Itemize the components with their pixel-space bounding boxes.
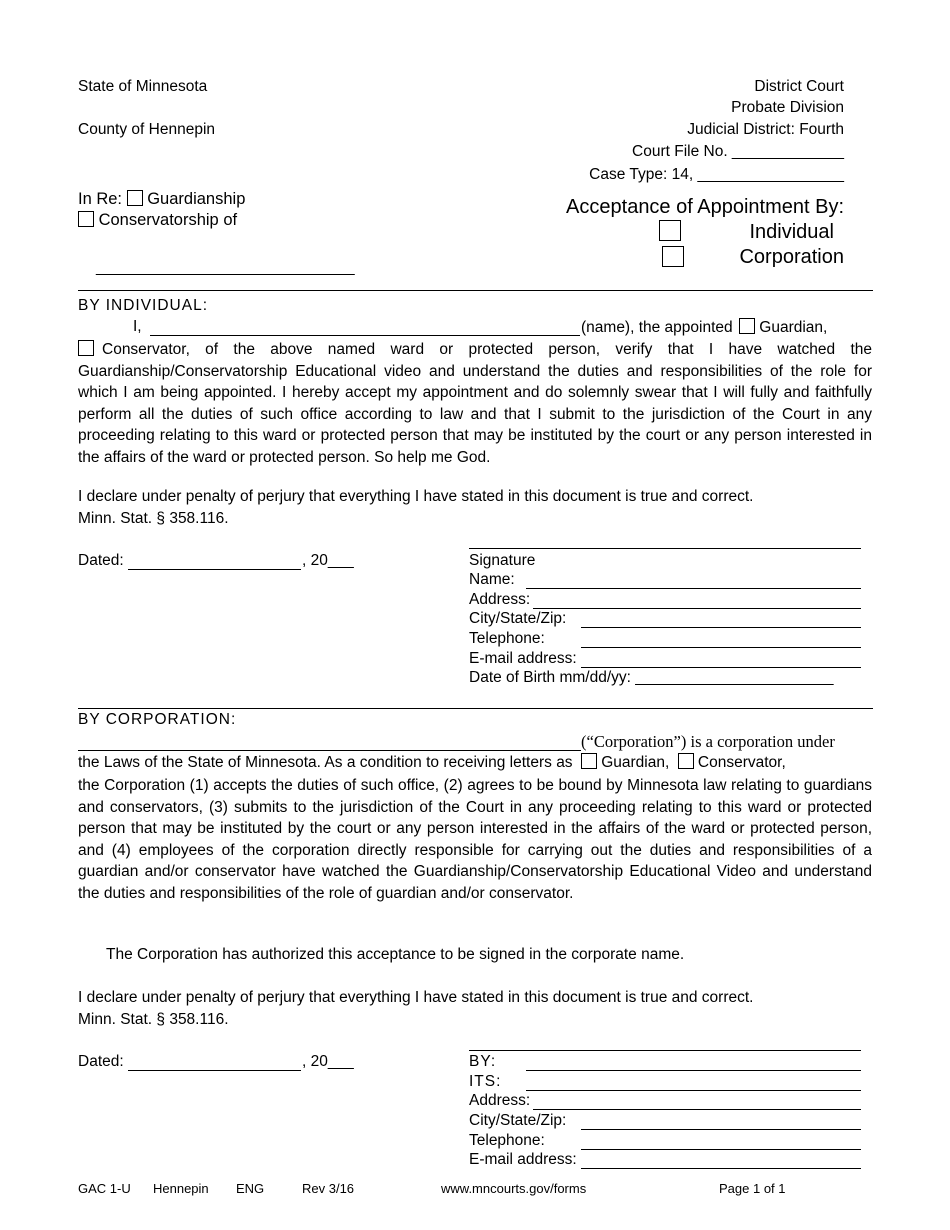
individual-dob-label	[469, 669, 834, 688]
individual-conservator-checkbox[interactable]	[78, 340, 94, 356]
individual-city-line[interactable]	[581, 627, 861, 628]
conservatorship-line	[78, 211, 237, 231]
corporation-checkbox[interactable]	[662, 246, 684, 270]
footer-lang: ENG	[236, 1181, 265, 1196]
individual-name-tail	[581, 318, 827, 338]
conservatorship-checkbox[interactable]	[78, 211, 94, 227]
court-file-no: Court File No. _____________	[632, 143, 844, 160]
conservatorship-label: Conservatorship of	[98, 211, 238, 229]
corporation-conservator-label: Conservator,	[697, 754, 786, 771]
case-type: Case Type: 14, _________________	[589, 166, 844, 183]
corporation-tail: (“Corporation”) is a corporation under	[581, 732, 835, 751]
name-tail-text: (name), the appointed	[581, 319, 733, 336]
corporation-conservator-checkbox[interactable]	[678, 753, 694, 769]
corporation-city-line[interactable]	[581, 1129, 861, 1130]
individual-telephone-label: Telephone:	[469, 630, 545, 647]
individual-oath-text: Conservator, of the above named ward or protected person, verify that I have watched the Guardianship/Conservatorship Educational video and understand the duties and responsibilities of the role for which I am being appointed. I hereby accept my appointment and do solemnly swear that I will fully and faithfully perform all the duties of such office according to law and that I submit to the jurisdiction of the Court in any proceeding relating to this ward or protected person that may be instituted by the court or any person interested in the affairs of the ward or protected person. So help me God.	[78, 341, 872, 466]
corporation-telephone-line[interactable]	[581, 1149, 861, 1150]
corporation-heading: BY CORPORATION:	[78, 711, 237, 728]
individual-statute: Minn. Stat. § 358.116.	[78, 510, 229, 527]
individual-signature-line[interactable]	[469, 548, 861, 549]
footer-url[interactable]: www.mncourts.gov/forms	[441, 1181, 587, 1196]
individual-i: I,	[133, 318, 142, 335]
dob-text: Date of Birth mm/dd/yy:	[469, 669, 631, 686]
corporation-body: the Corporation (1) accepts the duties of such office, (2) agrees to be bound by Minnesota law relating to guardians and conservators, (3) submits to the jurisdiction of the Court in any proceeding relating to this ward or protected person that may be instituted by the court or any person interested in the affairs of the ward or protected person, and (4) employees of the corporation directly responsible for carrying out the duties and responsibilities of a guardian and/or conservator have watched the Guardianship/Conservatorship Educational Video and understand the duties and responsibilities of the role of guardian and/or conservator.	[78, 777, 872, 902]
corporation-address-label: Address:	[469, 1092, 531, 1109]
footer-page: Page 1 of 1	[719, 1181, 786, 1196]
individual-declare: I declare under penalty of perjury that everything I have stated in this document is true and correct.	[78, 488, 754, 505]
corporation-city-label: City/State/Zip:	[469, 1112, 567, 1129]
divider-individual	[78, 290, 873, 291]
individual-email-label: E-mail address:	[469, 650, 577, 667]
in-re-line	[78, 190, 245, 210]
corporation-its-label: ITS:	[469, 1073, 502, 1090]
corporation-email-label: E-mail address:	[469, 1151, 577, 1168]
individual-heading: BY INDIVIDUAL:	[78, 297, 209, 314]
individual-guardian-label: Guardian,	[759, 319, 828, 336]
individual-name-line[interactable]	[526, 588, 861, 589]
individual-guardian-checkbox[interactable]	[739, 318, 755, 334]
individual-year: , 20___	[302, 552, 354, 569]
corporation-line2	[78, 753, 786, 773]
in-re-label: In Re:	[78, 190, 123, 208]
individual-city-label: City/State/Zip:	[469, 610, 567, 627]
county-label: County of Hennepin	[78, 121, 216, 138]
corporation-dated-label: Dated:	[78, 1053, 124, 1070]
individual-email-line[interactable]	[581, 667, 861, 668]
state-label: State of Minnesota	[78, 78, 208, 95]
corporation-year: , 20___	[302, 1053, 354, 1070]
individual-label: Individual	[749, 221, 834, 243]
corporation-address-line[interactable]	[533, 1109, 861, 1110]
individual-address-label: Address:	[469, 591, 531, 608]
division-label: Probate Division	[731, 99, 844, 116]
individual-date-field[interactable]	[128, 569, 301, 570]
guardianship-label: Guardianship	[147, 190, 246, 208]
ward-name-blank[interactable]: ______________________________	[96, 259, 355, 276]
individual-name-label: Name:	[469, 571, 515, 588]
guardianship-checkbox[interactable]	[127, 190, 143, 206]
acceptance-title: Acceptance of Appointment By:	[566, 196, 844, 218]
individual-dob-blank[interactable]: _______________________	[635, 669, 834, 686]
individual-telephone-line[interactable]	[581, 647, 861, 648]
footer-form-id: GAC 1-U	[78, 1181, 131, 1196]
footer-county: Hennepin	[153, 1181, 209, 1196]
corporation-declare: I declare under penalty of perjury that everything I have stated in this document is true and correct.	[78, 989, 754, 1006]
corporation-email-line[interactable]	[581, 1168, 861, 1169]
corporation-date-field[interactable]	[128, 1070, 301, 1071]
individual-oath-paragraph	[78, 339, 872, 468]
corporation-paragraph	[78, 775, 872, 904]
corporation-telephone-label: Telephone:	[469, 1132, 545, 1149]
corporation-guardian-checkbox[interactable]	[581, 753, 597, 769]
court-label: District Court	[754, 78, 844, 95]
corporation-label: Corporation	[739, 246, 844, 268]
individual-checkbox[interactable]	[659, 220, 681, 244]
corporation-authorized: The Corporation has authorized this acceptance to be signed in the corporate name.	[106, 946, 685, 963]
district-label: Judicial District: Fourth	[687, 121, 844, 138]
individual-dated-label: Dated:	[78, 552, 124, 569]
corporation-line2-text: the Laws of the State of Minnesota. As a condition to receiving letters as	[78, 754, 573, 771]
corporation-guardian-label: Guardian,	[601, 754, 670, 771]
footer-rev: Rev 3/16	[302, 1181, 355, 1196]
corporation-top-line	[469, 1050, 861, 1051]
corporation-by-line[interactable]	[526, 1070, 861, 1071]
divider-corporation	[78, 708, 873, 709]
individual-name-field[interactable]	[150, 335, 580, 336]
corporation-by-label: BY:	[469, 1053, 497, 1070]
individual-signature-label: Signature	[469, 552, 536, 569]
corporation-name-field[interactable]	[78, 750, 581, 751]
corporation-its-line[interactable]	[526, 1090, 861, 1091]
individual-address-line[interactable]	[533, 608, 861, 609]
corporation-statute: Minn. Stat. § 358.116.	[78, 1011, 229, 1028]
